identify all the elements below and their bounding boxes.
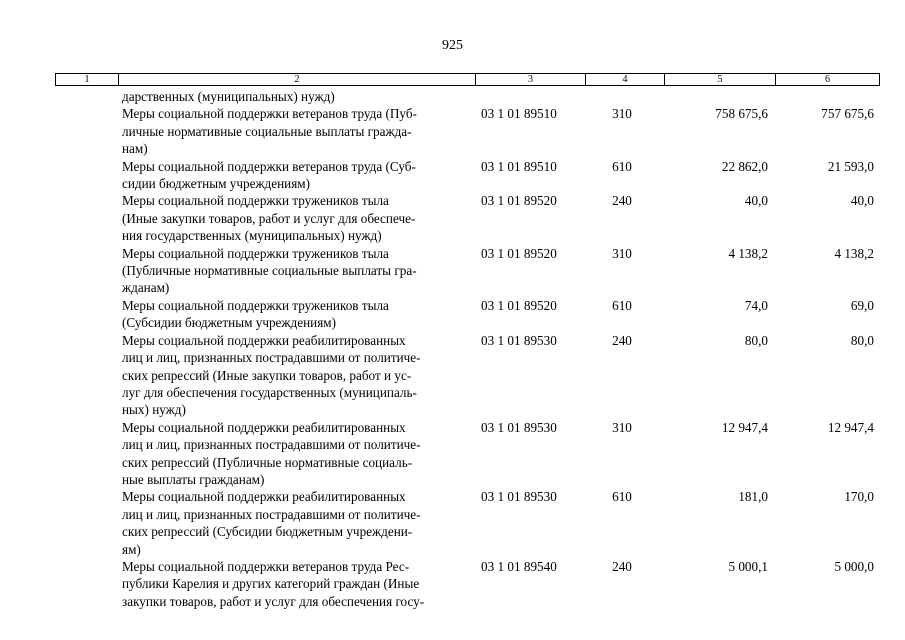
table-row [0, 297, 905, 332]
row-type: 240 [612, 558, 632, 574]
row-value-1: 4 138,2 [728, 245, 768, 261]
row-type: 240 [612, 193, 632, 209]
row-code: 03 1 01 89530 [481, 419, 557, 435]
column-header-2: 2 [118, 74, 475, 85]
row-value-2: 757 675,6 [821, 106, 874, 122]
row-name: Меры социальной поддержки тружеников тыла (Субсидии бюджетным учреждениям) [122, 297, 389, 331]
row-code: 03 1 01 89520 [481, 193, 557, 209]
row-name: Меры социальной поддержки тружеников тыла (Публичные нормативные социальные выплаты гра- жданам) [122, 245, 417, 296]
row-code: 03 1 01 89540 [481, 558, 557, 574]
row-code: 03 1 01 89530 [481, 332, 557, 348]
row-name: Меры социальной поддержки реабилитированных лиц и лиц, признанных пострадавшими от политиче- ских репрессий (Иные закупки товаров, работ и ус- луг для обеспечения государственных (муниципаль- ных) нужд) [122, 332, 421, 418]
row-value-1: 40,0 [744, 193, 768, 209]
table-row [0, 105, 905, 157]
row-value-1: 22 862,0 [721, 158, 768, 174]
row-value-2: 80,0 [850, 332, 874, 348]
table-header-row [55, 73, 880, 86]
row-value-2: 12 947,4 [827, 419, 874, 435]
row-value-2: 21 593,0 [827, 158, 874, 174]
row-name: Меры социальной поддержки ветеранов труда Рес- публики Карелия и других категорий граждан (Иные закупки товаров, работ и услуг для обеспечения госу- [122, 558, 425, 609]
table-body [0, 88, 905, 610]
continuation-row [0, 88, 905, 105]
row-value-2: 5 000,0 [834, 558, 874, 574]
column-header-6: 6 [775, 74, 879, 85]
row-name: Меры социальной поддержки тружеников тыла (Иные закупки товаров, работ и услуг для обеспече- ния государственных (муниципальных) нужд) [122, 193, 416, 244]
row-value-2: 69,0 [850, 297, 874, 313]
row-type: 610 [612, 297, 632, 313]
row-name: Меры социальной поддержки ветеранов труда (Пуб- личные нормативные социальные выплаты граждa- нам) [122, 106, 417, 157]
table-row [0, 245, 905, 297]
row-value-1: 5 000,1 [728, 558, 768, 574]
row-value-2: 40,0 [850, 193, 874, 209]
column-header-1: 1 [84, 74, 90, 85]
row-value-1: 758 675,6 [715, 106, 768, 122]
continuation-text: дарственных (муниципальных) нужд) [122, 89, 335, 104]
table-row [0, 558, 905, 610]
table-row [0, 192, 905, 244]
row-code: 03 1 01 89510 [481, 158, 557, 174]
column-header-4: 4 [585, 74, 664, 85]
row-type: 310 [612, 419, 632, 435]
row-value-2: 4 138,2 [834, 245, 874, 261]
row-code: 03 1 01 89530 [481, 489, 557, 505]
table-row [0, 419, 905, 489]
table-row [0, 488, 905, 558]
table-row [0, 332, 905, 419]
row-type: 610 [612, 158, 632, 174]
row-type: 240 [612, 332, 632, 348]
row-name: Меры социальной поддержки реабилитированных лиц и лиц, признанных пострадавшими от политиче- ских репрессий (Публичные нормативные социаль- ные выплаты гражданам) [122, 419, 421, 487]
row-value-1: 181,0 [738, 489, 768, 505]
row-name: Меры социальной поддержки ветеранов труда (Суб- сидии бюджетным учреждениям) [122, 158, 416, 192]
row-code: 03 1 01 89520 [481, 297, 557, 313]
row-code: 03 1 01 89520 [481, 245, 557, 261]
row-value-1: 74,0 [744, 297, 768, 313]
row-code: 03 1 01 89510 [481, 106, 557, 122]
row-value-1: 12 947,4 [721, 419, 768, 435]
row-type: 310 [612, 106, 632, 122]
row-name: Меры социальной поддержки реабилитированных лиц и лиц, признанных пострадавшими от политиче- ских репрессий (Субсидии бюджетным учреждени- ям) [122, 489, 421, 557]
row-type: 310 [612, 245, 632, 261]
table-row [0, 158, 905, 193]
row-value-1: 80,0 [744, 332, 768, 348]
column-header-3: 3 [475, 74, 585, 85]
page-number: 925 [442, 38, 463, 53]
column-header-5: 5 [664, 74, 775, 85]
row-type: 610 [612, 489, 632, 505]
row-value-2: 170,0 [844, 489, 874, 505]
